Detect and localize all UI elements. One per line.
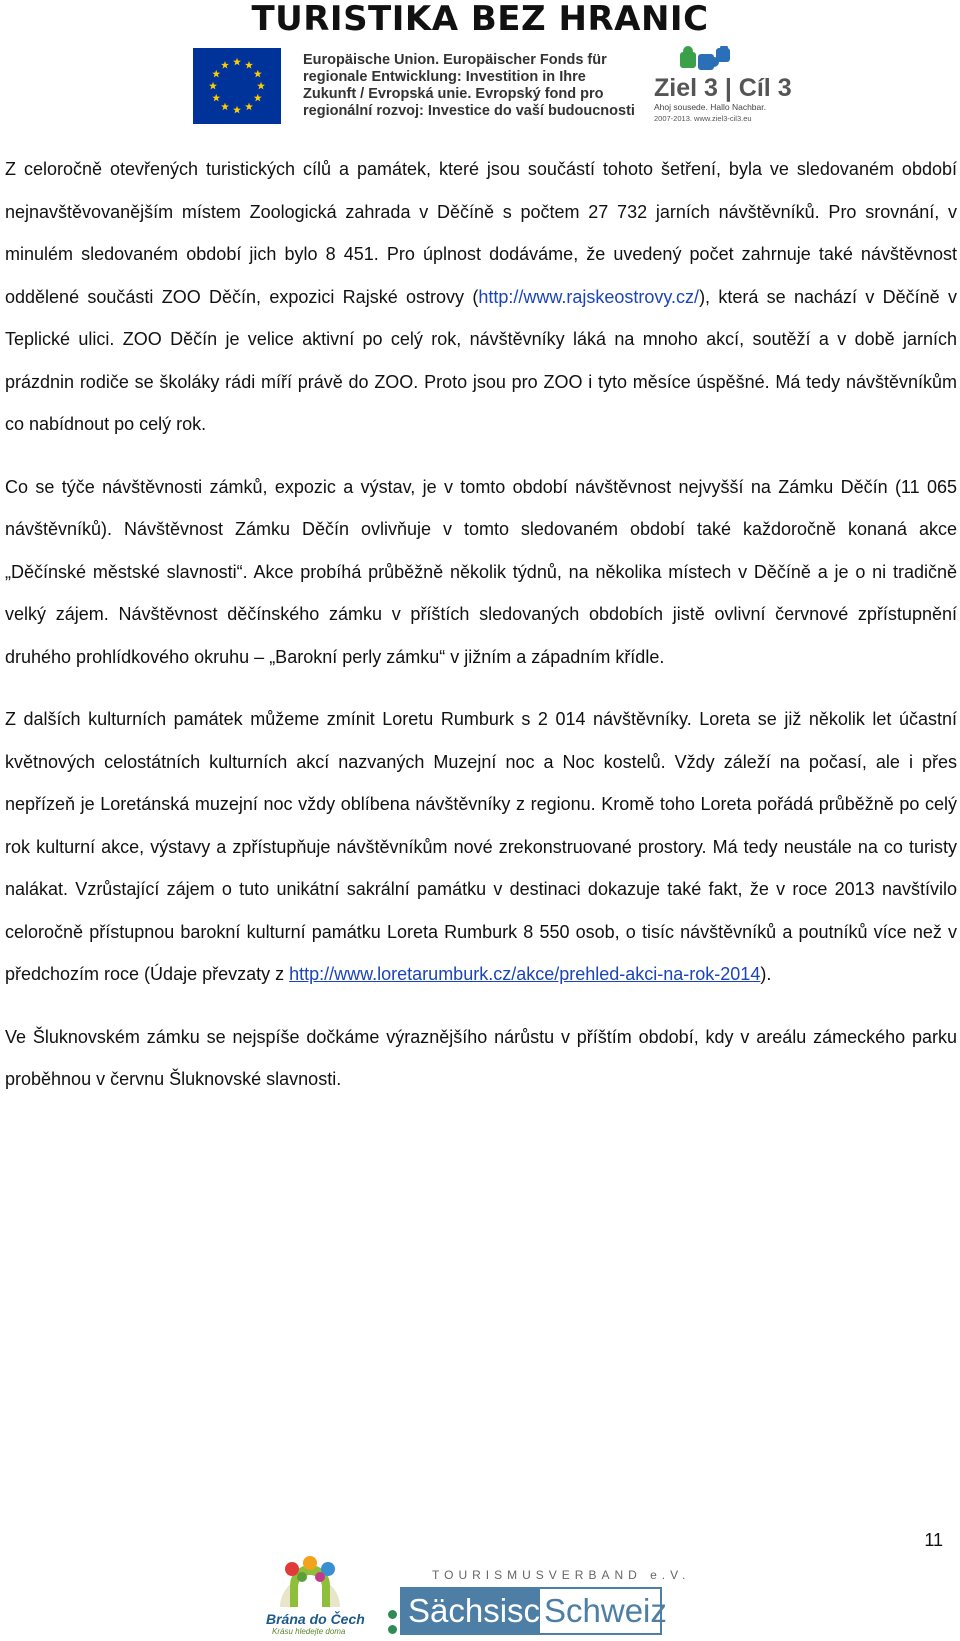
ziel-logo-title: Ziel 3 | Cíl 3 bbox=[654, 74, 792, 102]
paragraph-text: ), která se nachází v Děčíně v Teplické ulici. ZOO Děčín je velice aktivní po celý rok, návštěvníky láká na mnoho akcí, soutěží a v době jarních prázdnin rodiče se školáky rádi míří právě do ZOO. Proto jsou pro ZOO i tyto měsíce úspěšné. Má tedy návštěvníkům co nabídnout po celý rok. bbox=[5, 286, 957, 434]
eu-star-icon bbox=[209, 82, 217, 90]
paragraph-text: ). bbox=[760, 964, 772, 984]
eu-star-icon bbox=[212, 94, 220, 102]
page-number: 11 bbox=[924, 1530, 943, 1550]
paragraph-castle-decin: Co se týče návštěvnosti zámků, expozic a výstav, je v tomto období návštěvnost nejvyšší na Zámku Děčín (11 065 návštěvníků). Návštěvnost Zámku Děčín ovlivňuje v tomto sledovaném období také každoročně konaná akce „Děčínské městské slavnosti“. Akce probíhá průběžně několik týdnů, na několika místech v Děčíně a je o ni tradičně velký zájem. Návštěvnost děčínského zámku v příštích sledovaných obdobích jistě ovlivní červnové zpřístupnění druhého prohlídkového okruhu – „Barokní perly zámku“ v jižním a západním křídle. bbox=[5, 476, 957, 667]
eu-star-icon bbox=[245, 61, 253, 69]
eu-star-icon bbox=[233, 106, 241, 114]
ziel-logo-slogan: Ahoj sousede. Hallo Nachbar. bbox=[654, 102, 766, 112]
eu-text-line: Zukunft / Evropská unie. Evropský fond pro bbox=[303, 86, 604, 102]
paragraph-sluknov: Ve Šluknovském zámku se nejspíše dočkáme výraznějšího nárůstu v příštím období, kdy v areálu zámeckého parku proběhnou v červnu Šluknovské slavnosti. bbox=[5, 1026, 957, 1089]
eu-funding-text bbox=[303, 52, 633, 120]
rajske-ostrovy-link[interactable]: http://www.rajskeostrovy.cz/ bbox=[478, 286, 700, 307]
document-body bbox=[5, 148, 957, 1121]
brana-emblem-icon bbox=[270, 1555, 350, 1611]
brana-logo-slogan: Krásu hledejte doma bbox=[272, 1627, 346, 1636]
brana-logo-name: Brána do Čech bbox=[266, 1611, 365, 1627]
eu-flag-logo bbox=[193, 48, 281, 124]
eu-text-line: Europäische Union. Europäischer Fonds für bbox=[303, 52, 607, 68]
paragraph-zoo bbox=[5, 148, 957, 446]
brana-do-cech-logo bbox=[262, 1555, 382, 1639]
eu-star-icon bbox=[254, 94, 262, 102]
eu-star-icon bbox=[221, 61, 229, 69]
eu-star-icon bbox=[257, 82, 265, 90]
logo-word-saechsische: Sächsische bbox=[408, 1592, 577, 1629]
tourismusverband-label: TOURISMUSVERBAND e.V. bbox=[432, 1568, 691, 1582]
puzzle-icon bbox=[650, 46, 760, 76]
loreta-rumburk-link[interactable]: http://www.loretarumburk.cz/akce/prehled-akci-na-rok-2014 bbox=[289, 964, 761, 984]
eu-text-line: regionale Entwicklung: Investition in Ihre bbox=[303, 69, 586, 85]
logo-dot bbox=[388, 1610, 397, 1619]
saechsische-schweiz-logo bbox=[388, 1568, 691, 1640]
logo-word-schweiz: Schweiz bbox=[544, 1592, 667, 1629]
paragraph-text: Z celoročně otevřených turistických cílů a památek, které jsou součástí tohoto šetření, byla ve sledovaném období nejnavštěvovanějším místem Zoologická zahrada v Děčíně s počtem 27 732 jarních návštěvníků. Pro srovnání, v minulém sledovaném období jich bylo 8 451. Pro úplnost dodáváme, že uvedený počet zahrnuje také návštěvnost oddělené součásti ZOO Děčín, expozici Rajské ostrovy ( bbox=[5, 159, 957, 307]
paragraph-text: Z dalších kulturních památek můžeme zmínit Loretu Rumburk s 2 014 návštěvníky. Loreta se již několik let účastní květnových celostátních kulturních akcí nazvaných Muzejní noc a Noc kostelů. Vždy záleží na počasí, ale i přes nepřízeň je Loretánská muzejní noc vždy oblíbena návštěvníky z regionu. Kromě toho Loreta pořádá průběžně po celý rok kulturní akce, výstavy a zpřístupňuje návštěvníkům nové zrekonstruované prostory. Má tedy neustále na co turisty nalákat. Vzrůstající zájem o tuto unikátní sakrální památku v destinaci dokazuje také fakt, že v roce 2013 navštívilo celoročně přístupnou barokní kulturní památku Loreta Rumburk 8 550 osob, o tisíc návštěvníků a poutníků více než v předchozím roce (Údaje převzaty z bbox=[5, 709, 957, 984]
eu-star-icon bbox=[212, 70, 220, 78]
eu-text-line: regionální rozvoj: Investice do vaší budoucnosti bbox=[303, 103, 635, 119]
ziel3-cil3-logo bbox=[650, 46, 790, 126]
ziel-logo-url: 2007-2013. www.ziel3-cil3.eu bbox=[654, 114, 752, 123]
eu-star-icon bbox=[221, 103, 229, 111]
eu-star-icon bbox=[245, 103, 253, 111]
eu-star-icon bbox=[233, 58, 241, 66]
eu-star-icon bbox=[254, 70, 262, 78]
logo-dot bbox=[388, 1625, 397, 1634]
page-title: TURISTIKA BEZ HRANIC bbox=[251, 0, 709, 39]
paragraph-loreta bbox=[5, 698, 957, 996]
